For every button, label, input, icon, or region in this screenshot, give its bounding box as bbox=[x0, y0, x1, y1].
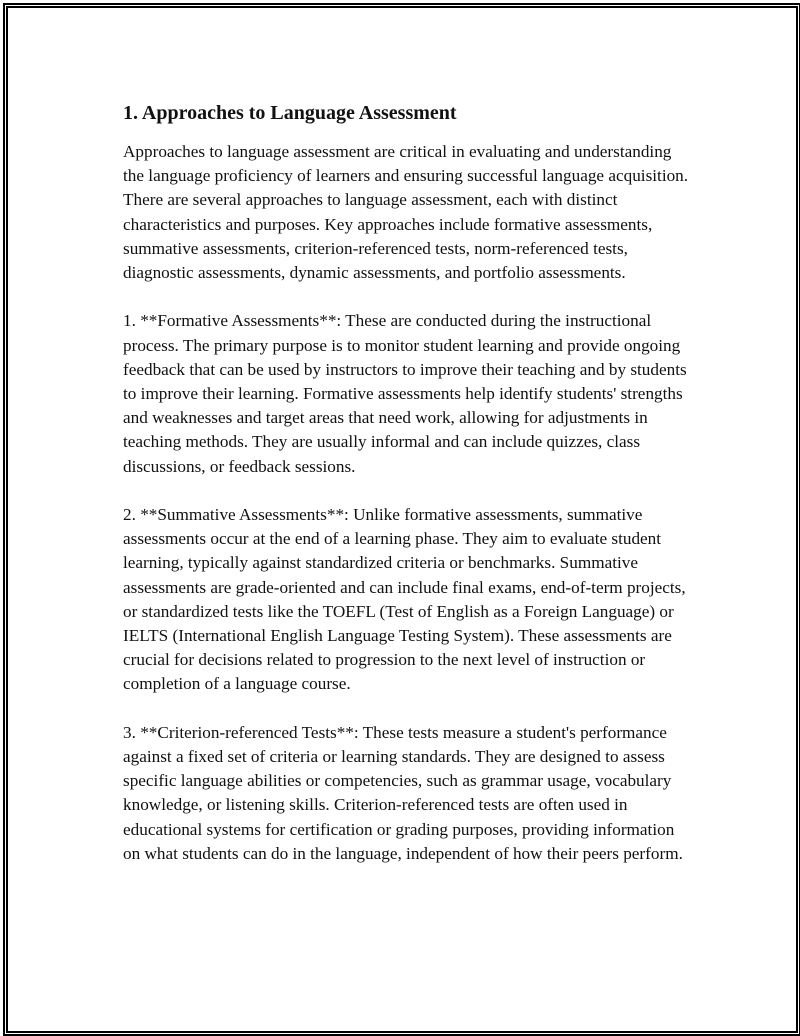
section-heading: 1. Approaches to Language Assessment bbox=[123, 102, 457, 124]
criterion-paragraph: 3. **Criterion-referenced Tests**: These tests measure a student's performance against a fixed set of criteria or learning standards. They are designed to assess specific language abilities or competencies, such as grammar usage, vocabulary knowledge, or listening skills. Criterion-referenced tests are often used in educational systems for certification or grading purposes, providing information on what students can do in the language, independent of how their peers perform. bbox=[123, 722, 683, 863]
intro-paragraph: Approaches to language assessment are critical in evaluating and understanding the language proficiency of learners and ensuring successful language acquisition. There are several approaches to language assessment, each with distinct characteristics and purposes. Key approaches include formative assessments, summative assessments, criterion-referenced tests, norm-referenced tests, diagnostic assessments, dynamic assessments, and portfolio assessments. bbox=[123, 142, 689, 283]
document-content bbox=[123, 100, 693, 890]
document-page bbox=[3, 3, 800, 1036]
formative-paragraph: 1. **Formative Assessments**: These are conducted during the instructional process. The primary purpose is to monitor student learning and provide ongoing feedback that can be used by instructors to improve their teaching and by students to improve their learning. Formative assessments help identify students' strengths and weaknesses and target areas that need work, allowing for adjustments in teaching methods. They are usually informal and can include quizzes, class discussions, or feedback sessions. bbox=[123, 311, 687, 476]
summative-paragraph: 2. **Summative Assessments**: Unlike formative assessments, summative assessments occur at the end of a learning phase. They aim to evaluate student learning, typically against standardized criteria or benchmarks. Summative assessments are grade-oriented and can include final exams, end-of-term projects, or standardized tests like the TOEFL (Test of English as a Foreign Language) or IELTS (International English Language Testing System). These assessments are crucial for decisions related to progression to the next level of instruction or completion of a language course. bbox=[123, 505, 686, 694]
